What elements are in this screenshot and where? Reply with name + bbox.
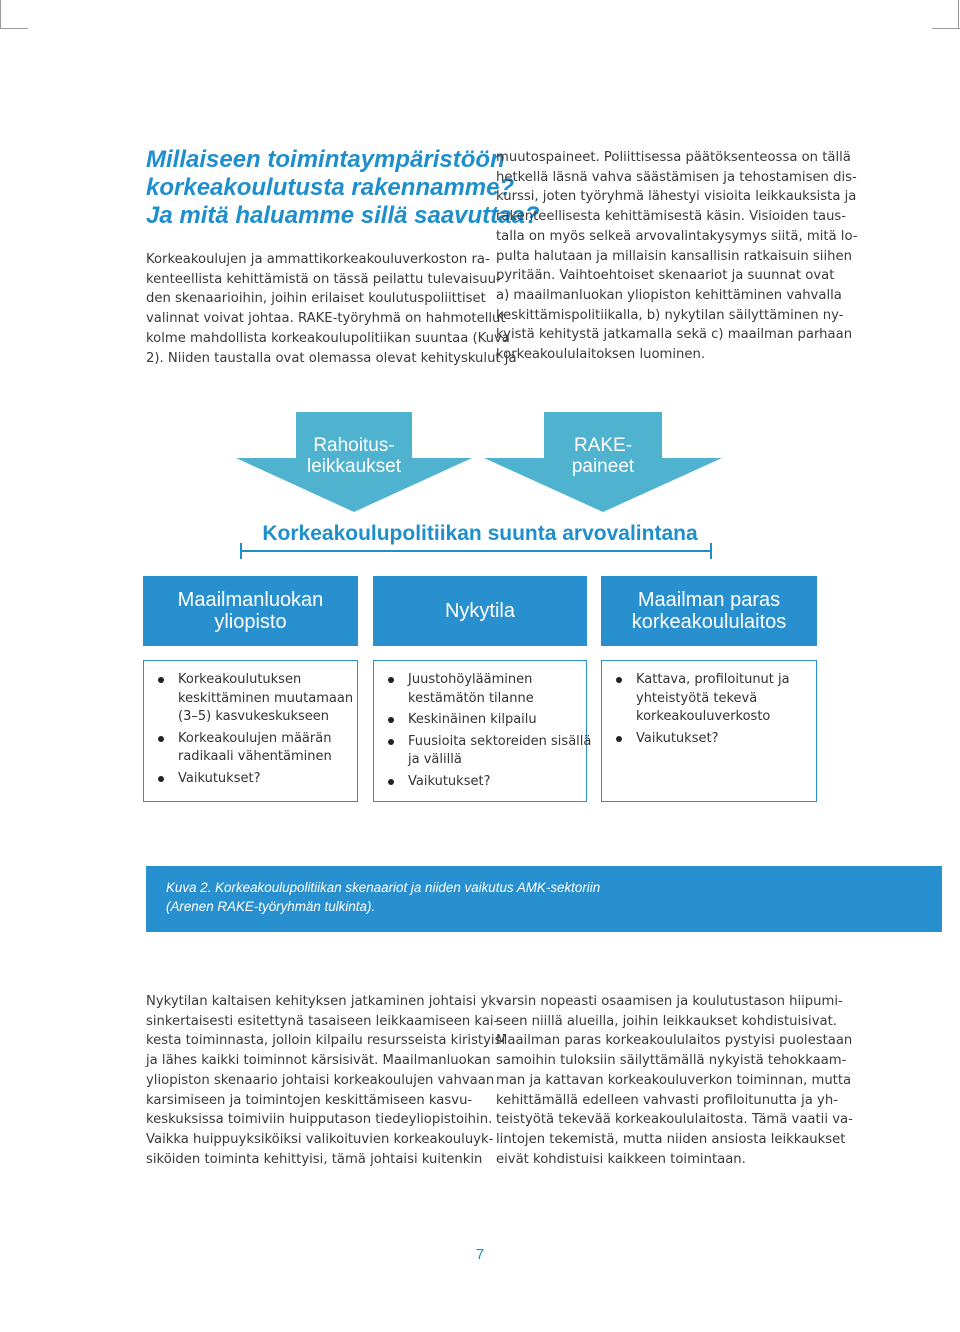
bullet-icon [158,677,164,683]
bracket-tick-right [710,543,712,559]
list-item [388,733,592,770]
caption-line: (Arenen RAKE-työryhmän tulkinta). [166,899,376,914]
diagram-title: Korkeakoulupolitiikan suunta arvovalintana [262,522,698,545]
text-line: keskuksissa toimiviin huipputason tiedeyliopistoihin. [146,1112,493,1128]
list-item-line: Vaikutukset? [636,730,719,746]
text-line: yliopiston skenaario johtaisi korkeakoulujen vahvaan [146,1072,495,1088]
text-line: sinkertaisesti esitettynä tasaiseen leikkaamiseen kai- [146,1013,499,1029]
figure-caption [166,878,600,916]
text-line: keskittämispolitiikalla, b) nykytilan säilyttäminen ny- [496,307,844,323]
text-line: a) maailmanluokan yliopiston kehittäminen vahvalla [496,287,842,303]
text-line: hetkellä läsnä vahva säästämisen ja tehostamisen dis- [496,169,857,185]
body-paragraph-left [146,992,506,1169]
text-line: kurssi, joten työryhmä lähestyi visioita leikkauksista ja [496,189,857,205]
list-item-line: Juustohöylääminen [408,672,533,687]
text-line: pyritään. Vaihtoehtoiset skenaariot ja suunnat ovat [496,268,835,284]
text-line: teistyötä tekevää korkeakoululaitosta. Tämä vaatii va- [496,1112,853,1128]
scenario-head-maailmanluokan-yliopisto [143,576,358,646]
text-line: kyistä kehitystä jatkamalla sekä c) maailman parhaan [496,327,853,343]
scenario-head-line: Maailmanluokan [177,589,324,611]
list-item-line: (3–5) kasvukeskukseen [178,709,330,724]
scenario-body-nykytila [373,660,592,802]
intro-paragraph-right [496,148,858,365]
list-item-line: Kattava, profiloitunut ja [636,672,790,687]
crop-mark-top-right [958,0,959,28]
caption-line: Kuva 2. Korkeakoulupolitiikan skenaariot ja niiden vaikutus AMK-sektoriin [166,880,601,895]
list-item-line: keskittäminen muutamaan [178,690,354,706]
arrow-label [236,435,472,477]
bullet-icon [616,736,622,742]
scenario-body-maailman-paras [601,660,817,802]
list-item-line: ja välillä [408,752,462,767]
bracket-line [240,550,712,552]
bullet-icon [158,736,164,742]
list-item [388,773,578,792]
list-item [158,770,349,789]
scenario-body-maailmanluokan-yliopisto [143,660,358,802]
bullet-list [602,661,816,748]
arrow-label-line: Rahoitus- [313,435,395,456]
text-line: valinnat voivat johtaa. RAKE-työryhmä on hahmotellut [146,311,506,327]
list-item [616,730,808,749]
text-line: muutospaineet. Poliittisessa päätöksenteossa on tällä [496,150,851,165]
text-line: karsimiseen ja toimintojen keskittämiseen kasvu- [146,1092,473,1108]
text-line: eivät kohdistuisi kaikkeen toimintaan. [496,1151,746,1167]
list-item-line: korkeakouluverkosto [636,709,771,724]
arrow-label [484,435,722,477]
scenario-head-nykytila [373,576,587,646]
list-item-line: kestämätön tilanne [408,690,534,706]
list-item-line: radikaali vähentäminen [178,749,332,764]
text-line: Korkeakoulujen ja ammattikorkeakouluverkoston ra- [146,252,490,267]
arrow-label-line: paineet [571,456,635,477]
bullet-icon [616,677,622,683]
heading-line: korkeakoulutusta rakennamme? [146,174,515,201]
list-item [388,711,578,730]
bullet-icon [388,677,394,683]
list-item [388,671,578,708]
heading-line: Millaiseen toimintaympäristöön [146,146,505,173]
bullet-list [374,661,592,791]
text-line: varsin nopeasti osaamisen ja koulutustason hiipumi- [496,994,843,1009]
body-paragraph-right [496,992,853,1169]
list-item-line: Vaikutukset? [178,770,261,786]
scale-bracket [240,543,712,557]
text-line: seen niillä alueilla, joihin leikkaukset kohdistuisivat. [496,1013,837,1029]
list-item-line: Korkeakoulutuksen [178,672,302,687]
text-line: kesta toiminnasta, jolloin kilpailu resursseista kiristyisi [146,1033,506,1049]
arrow-label-line: leikkaukset [307,456,401,477]
list-item-line: yhteistyötä tekevä [636,690,758,706]
bullet-list [144,661,357,788]
text-line: Maailman paras korkeakoululaitos pystyisi puolestaan [496,1033,853,1049]
list-item [158,671,354,727]
arrow-rahoitusleikkaukset [236,412,472,512]
text-line: korkeakoululaitoksen luominen. [496,347,706,363]
arrow-rake-paineet [484,412,722,512]
text-line: samoihin tuloksiin säilyttämällä nykyistä tehokkaam- [496,1053,847,1069]
crop-mark-top-left-h [0,28,28,29]
text-line: kehittämällä edelleen vahvasti profiloitunutta ja yh- [496,1092,838,1108]
list-item [616,671,808,727]
text-line: den skenaarioihin, joihin erilaiset koulutuspoliittiset [146,291,486,307]
crop-mark-top-right-h [932,28,960,29]
text-line: lintojen tekemistä, mutta niiden ansiosta leikkaukset [496,1131,846,1147]
scenario-head-line: yliopisto [214,611,287,633]
heading-line: Ja mitä haluamme sillä saavuttaa? [146,202,540,229]
arrow-label-line: RAKE- [573,435,633,456]
scenario-head-line: Nykytila [444,600,515,622]
text-line: Nykytilan kaltaisen kehityksen jatkaminen johtaisi yk- [146,994,501,1009]
intro-paragraph-left [146,250,517,368]
bullet-icon [158,776,164,782]
page-number: 7 [475,1246,485,1263]
bullet-icon [388,779,394,785]
bullet-icon [388,717,394,723]
text-line: ja lähes kaikki toiminnot kärsisivät. Maailmanluokan [146,1053,491,1069]
list-item-line: Korkeakoulujen määrän [178,730,332,746]
text-line: kolme mahdollista korkeakoulupolitiikan suuntaa (Kuva [146,330,510,346]
list-item [158,730,349,767]
list-item-line: Fuusioita sektoreiden sisällä [408,733,592,749]
scenario-head-line: Maailman paras [637,589,781,611]
list-item-line: Keskinäinen kilpailu [408,712,537,727]
figure-caption-box [146,866,942,932]
crop-mark-top-left [0,0,1,28]
text-line: man ja kattavan korkeakouluverkon toiminnan, mutta [496,1072,852,1088]
list-item-line: Vaikutukset? [408,773,491,789]
bullet-icon [388,739,394,745]
scenario-head-line: korkeakoululaitos [631,611,787,633]
text-line: kenteellista kehittämistä on tässä peilattu tulevaisuu- [146,271,501,287]
text-line: Vaikka huippuyksiköiksi valikoituvien korkeakouluyk- [146,1131,494,1147]
section-heading [146,146,540,230]
text-line: talla on myös selkeä arvovalintakysymys siitä, mitä lo- [496,228,858,244]
text-line: pulta halutaan ja millaisin kansallisin ratkaisuin siihen [496,248,852,264]
text-line: 2). Niiden taustalla ovat olemassa olevat kehityskulut ja [146,350,517,366]
text-line: rakenteellisesta kehittämisestä käsin. Visioiden taus- [496,209,847,225]
text-line: siköiden toiminta kehittyisi, tämä johtaisi kuitenkin [146,1151,483,1167]
scenario-head-maailman-paras [601,576,817,646]
bracket-tick-left [240,543,242,559]
